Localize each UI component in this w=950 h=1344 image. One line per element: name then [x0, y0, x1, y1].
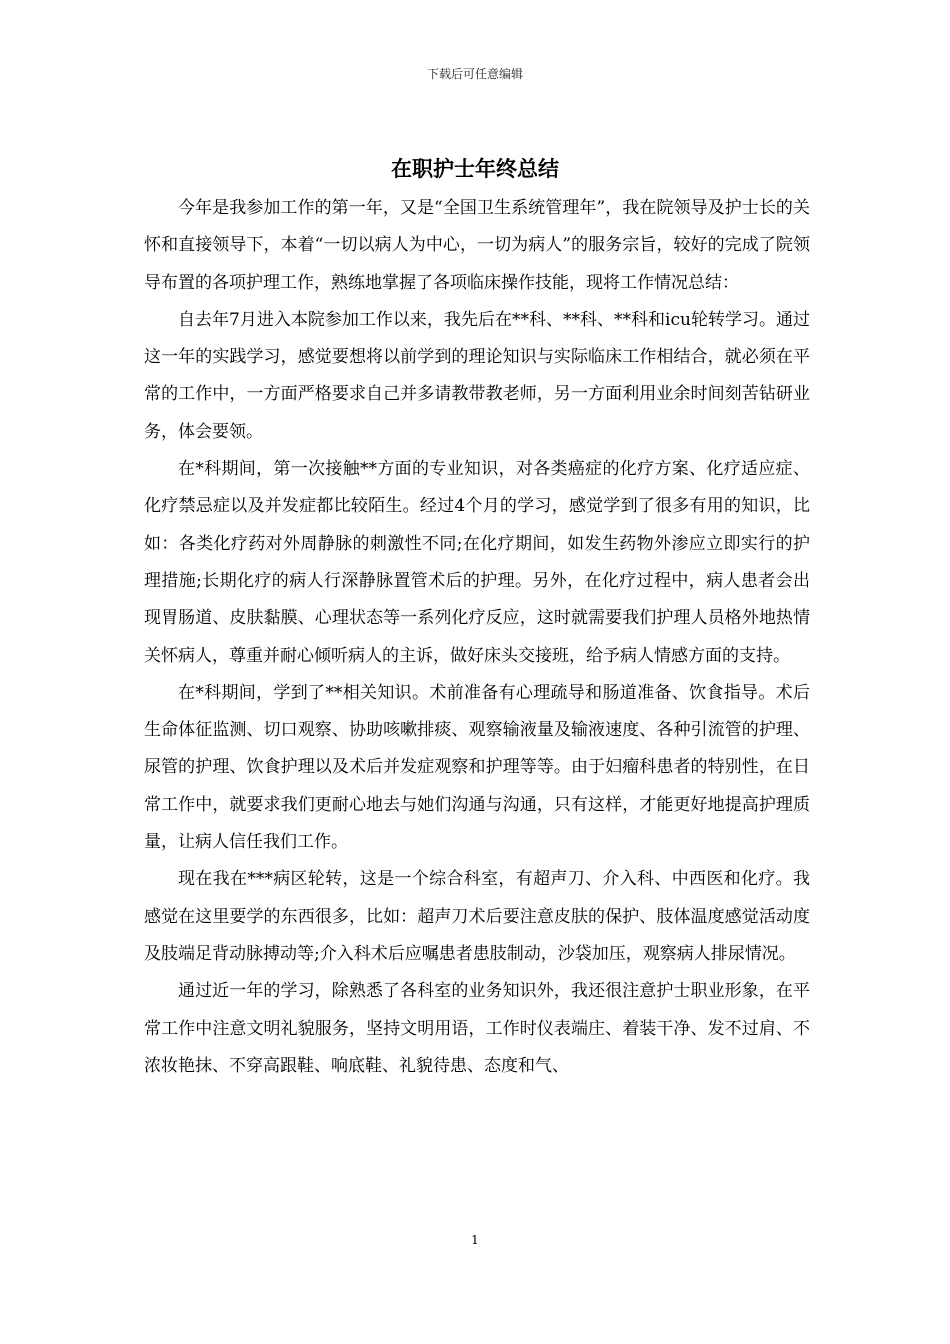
paragraph: 今年是我参加工作的第一年，又是“全国卫生系统管理年”，我在院领导及护士长的关怀和直接领导下，本着“一切以病人为中心，一切为病人”的服务宗旨，较好的完成了院领导布置的各项护理工作，熟练地掌握了各项临床操作技能，现将工作情况总结： — [144, 198, 810, 293]
document-body — [144, 190, 810, 1085]
paragraph: 在*科期间，学到了**相关知识。术前准备有心理疏导和肠道准备、饮食指导。术后生命体征监测、切口观察、协助咳嗽排痰、观察输液量及输液速度、各种引流管的护理、尿管的护理、饮食护理以及术后并发症观察和护理等等。由于妇瘤科患者的特别性，在日常工作中，就要求我们更耐心地去与她们沟通与沟通，只有这样，才能更好地提高护理质量，让病人信任我们工作。 — [144, 682, 810, 853]
page-number: 1 — [471, 1233, 479, 1247]
document-title: 在职护士年终总结 — [391, 156, 559, 181]
paragraph: 自去年7月进入本院参加工作以来，我先后在**科、**科、**科和icu轮转学习。通过这一年的实践学习，感觉要想将以前学到的理论知识与实际临床工作相结合，就必须在平常的工作中，一方面严格要求自己并多请教带教老师，另一方面利用业余时间刻苦钻研业务，体会要领。 — [144, 309, 810, 442]
paragraph: 在*科期间，第一次接触**方面的专业知识，对各类癌症的化疗方案、化疗适应症、化疗禁忌症以及并发症都比较陌生。经过4个月的学习，感觉学到了很多有用的知识，比如：各类化疗药对外周静脉的刺激性不同;在化疗期间，如发生药物外渗应立即实行的护理措施;长期化疗的病人行深静脉置管术后的护理。另外，在化疗过程中，病人患者会出现胃肠道、皮肤黏膜、心理状态等一系列化疗反应，这时就需要我们护理人员格外地热情关怀病人，尊重并耐心倾听病人的主诉，做好床头交接班，给予病人情感方面的支持。 — [144, 459, 810, 666]
paragraph: 现在我在***病区轮转，这是一个综合科室，有超声刀、介入科、中西医和化疗。我感觉在这里要学的东西很多，比如：超声刀术后要注意皮肤的保护、肢体温度感觉活动度及肢端足背动脉搏动等;介入科术后应嘱患者患肢制动，沙袋加压，观察病人排尿情况。 — [144, 869, 810, 964]
header-note: 下载后可任意编辑 — [426, 67, 523, 81]
paragraph: 通过近一年的学习，除熟悉了各科室的业务知识外，我还很注意护士职业形象，在平常工作中注意文明礼貌服务，坚持文明用语，工作时仪表端庄、着装干净、发不过肩、不浓妆艳抹、不穿高跟鞋、响底鞋、礼貌待患、态度和气、 — [144, 981, 810, 1076]
